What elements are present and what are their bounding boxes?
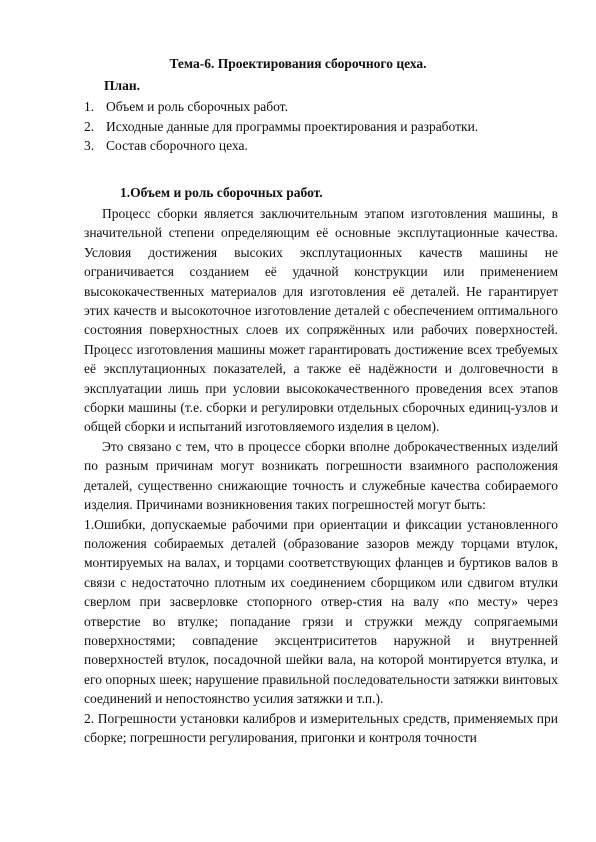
plan-item xyxy=(84,136,478,156)
section-body xyxy=(84,204,558,747)
plan-item-number: 1. xyxy=(84,99,95,114)
plan-item-text: Объем и роль сборочных работ. xyxy=(106,99,288,114)
plan-list xyxy=(84,97,478,156)
paragraph: Это связано с тем, что в процессе сборки вполне доброкачественных изделий по разным причинам могут возникать погрешности взаимного расположения деталей, существенно снижающие точность и служебные качества собираемого изделия. Причинами возникновения таких погрешностей могут быть: xyxy=(84,438,558,513)
document-title: Тема-6. Проектирования сборочного цеха. xyxy=(169,56,427,71)
paragraph: 1.Ошибки, допускаемые рабочими при ориентации и фиксации установленного положения собираемых деталей (образование зазоров между торцами втулок, монтируемых на валах, и торцами соответствующих фланцев и буртиков валов в связи с недостаточно плотным их соединением сборщиком или сдвигом втулки сверлом при засверловке стопорного отвер-стия на валу «по месту» через отверстие во втулке; попадание грязи и стружки между сопрягаемыми поверхностями; совпадение эксцентриситетов наружной и внутренней поверхностей втулок, посадочной шейки вала, на которой монтируется втулка, и его опорных шеек; нарушение правильной последовательности затяжки винтовых соединений и непостоянство усилия затяжки и т.п.). xyxy=(84,516,558,707)
plan-item xyxy=(84,117,478,137)
section-heading: 1.Объем и роль сборочных работ. xyxy=(120,185,323,200)
plan-item xyxy=(84,97,478,117)
paragraph: 2. Погрешности установки калибров и измерительных средств, применяемых при сборке; погрешности регулирования, пригонки и контроля точности xyxy=(84,710,558,745)
paragraph: Процесс сборки является заключительным этапом изготовления машины, в значительной степени определяющим её основные эксплутационные качества. Условия достижения высоких эксплутационных качеств машины не ограничивается созданием её удачной конструкции или применением высококачественных материалов для изготовления её деталей. Не гарантирует этих качеств и высокоточное изготовление деталей с обеспечением оптимального состояния поверхностных слоев их сопряжённых или рабочих поверхностей. Процесс изготовления машины может гарантировать достижение всех требуемых её эксплутационных показателей, а также её надёжности и долговечности в эксплуатации лишь при условии высококачественного проведения всех этапов сборки машины (т.е. сборки и регулировки отдельных сборочных единиц-узлов и общей сборки и испытаний изготовляемого изделия в целом). xyxy=(84,206,558,435)
plan-item-number: 3. xyxy=(84,138,95,153)
plan-item-text: Состав сборочного цеха. xyxy=(106,138,248,153)
plan-item-text: Исходные данные для программы проектирования и разработки. xyxy=(106,118,479,134)
plan-item-number: 2. xyxy=(84,118,95,134)
plan-heading: План. xyxy=(104,78,140,93)
